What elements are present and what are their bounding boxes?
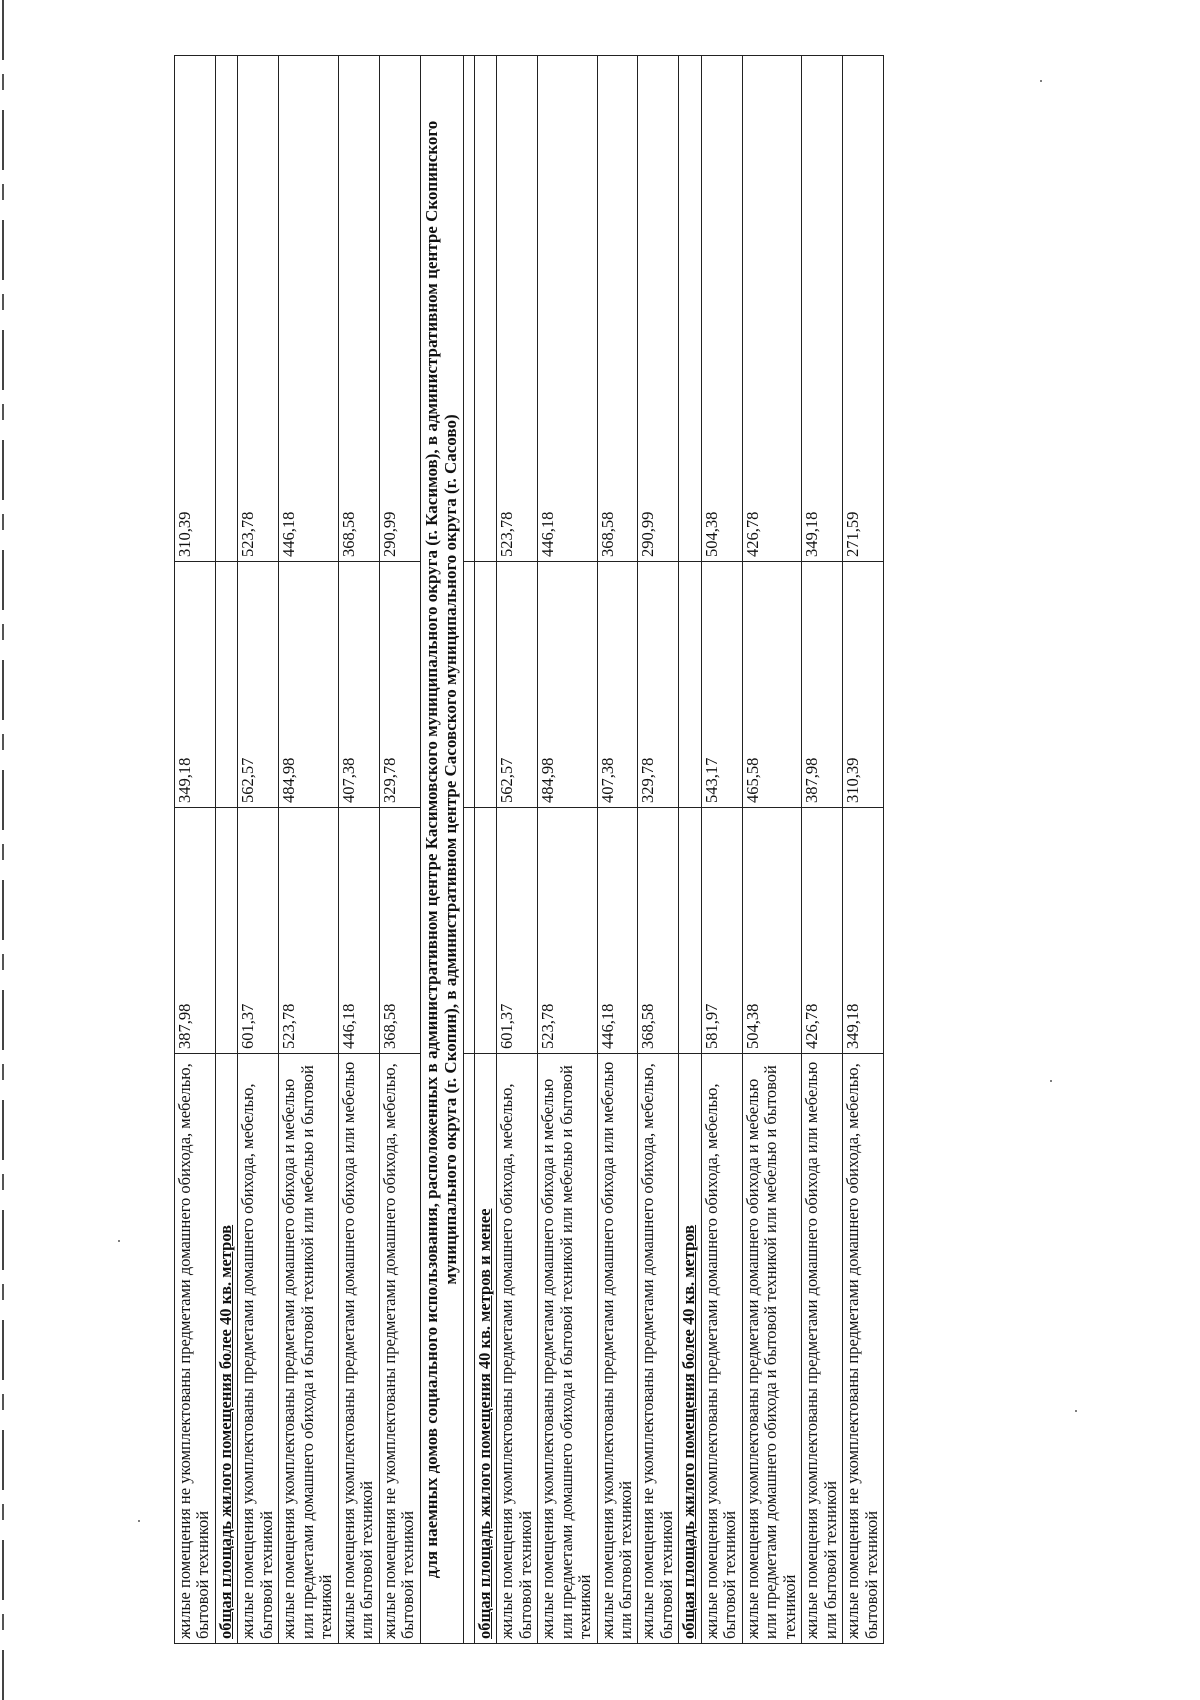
area-category-label: общая площадь жилого помещения более 40 кв. метров bbox=[215, 1054, 237, 1644]
spacer-cell bbox=[463, 56, 474, 562]
spacer-cell bbox=[463, 808, 474, 1054]
table-row bbox=[597, 56, 638, 1644]
rate-value-1 bbox=[474, 808, 496, 1054]
furnishing-label: жилые помещения не укомплектованы предметами домашнего обихода, мебелью, бытовой техникой bbox=[843, 1054, 884, 1644]
furnishing-label: жилые помещения укомплектованы предметами домашнего обихода и мебелью или предметами домашнего обихода и бытовой техникой или мебелью и бытовой техникой bbox=[279, 1054, 338, 1644]
area-category-label: общая площадь жилого помещения 40 кв. метров и менее bbox=[474, 1054, 496, 1644]
rate-value-1: 581,97 bbox=[701, 808, 742, 1054]
rate-value-2: 543,17 bbox=[701, 562, 742, 808]
rate-value-3: 523,78 bbox=[238, 56, 279, 562]
rate-value-2: 329,78 bbox=[379, 562, 420, 808]
rate-value-3: 504,38 bbox=[701, 56, 742, 562]
table-row bbox=[802, 56, 843, 1644]
rate-value-3: 446,18 bbox=[279, 56, 338, 562]
rate-value-3 bbox=[679, 56, 701, 562]
rate-value-2: 349,18 bbox=[175, 562, 216, 808]
table-row bbox=[742, 56, 801, 1644]
rate-value-1 bbox=[215, 808, 237, 1054]
furnishing-label: жилые помещения не укомплектованы предметами домашнего обихода, мебелью, бытовой техникой bbox=[638, 1054, 679, 1644]
rate-value-1: 387,98 bbox=[175, 808, 216, 1054]
furnishing-label: жилые помещения укомплектованы предметами домашнего обихода и мебелью или предметами домашнего обихода и бытовой техникой или мебелью и бытовой техникой bbox=[742, 1054, 801, 1644]
section-title-row bbox=[420, 56, 463, 1644]
furnishing-label: жилые помещения не укомплектованы предметами домашнего обихода, мебелью, бытовой техникой bbox=[379, 1054, 420, 1644]
rate-value-3: 523,78 bbox=[497, 56, 538, 562]
table-row bbox=[379, 56, 420, 1644]
rate-value-2 bbox=[679, 562, 701, 808]
rate-value-1: 523,78 bbox=[279, 808, 338, 1054]
spacer-cell bbox=[463, 1054, 474, 1644]
rate-value-1: 426,78 bbox=[802, 808, 843, 1054]
rate-value-3 bbox=[215, 56, 237, 562]
rate-value-2: 562,57 bbox=[497, 562, 538, 808]
rate-table bbox=[174, 55, 884, 1644]
rate-value-2: 562,57 bbox=[238, 562, 279, 808]
rate-value-1: 601,37 bbox=[497, 808, 538, 1054]
rate-value-2 bbox=[474, 562, 496, 808]
area-category-row bbox=[474, 56, 496, 1644]
rate-value-3 bbox=[474, 56, 496, 562]
furnishing-label: жилые помещения укомплектованы предметами домашнего обихода или мебелью или бытовой техникой bbox=[338, 1054, 379, 1644]
table-row bbox=[279, 56, 338, 1644]
furnishing-label: жилые помещения не укомплектованы предметами домашнего обихода, мебелью, бытовой техникой bbox=[175, 1054, 216, 1644]
rate-value-2: 310,39 bbox=[843, 562, 884, 808]
rate-value-2: 465,58 bbox=[742, 562, 801, 808]
rate-value-2: 484,98 bbox=[538, 562, 597, 808]
rate-value-3: 446,18 bbox=[538, 56, 597, 562]
table-row bbox=[843, 56, 884, 1644]
scan-edge-line bbox=[2, 0, 4, 1700]
furnishing-label: жилые помещения укомплектованы предметами домашнего обихода и мебелью или предметами домашнего обихода и бытовой техникой или мебелью и бытовой техникой bbox=[538, 1054, 597, 1644]
spacer-cell bbox=[463, 562, 474, 808]
rate-value-1: 523,78 bbox=[538, 808, 597, 1054]
area-category-row bbox=[679, 56, 701, 1644]
table-row bbox=[497, 56, 538, 1644]
table-row bbox=[638, 56, 679, 1644]
table-row bbox=[338, 56, 379, 1644]
rate-value-2: 484,98 bbox=[279, 562, 338, 808]
rate-value-2 bbox=[215, 562, 237, 808]
rate-value-3: 290,99 bbox=[379, 56, 420, 562]
rate-value-3: 349,18 bbox=[802, 56, 843, 562]
area-category-row bbox=[215, 56, 237, 1644]
furnishing-label: жилые помещения укомплектованы предметами домашнего обихода или мебелью или бытовой техникой bbox=[802, 1054, 843, 1644]
rate-value-1 bbox=[679, 808, 701, 1054]
scan-speck bbox=[118, 1240, 120, 1242]
rate-value-3: 426,78 bbox=[742, 56, 801, 562]
table-row bbox=[701, 56, 742, 1644]
rate-value-3: 368,58 bbox=[597, 56, 638, 562]
section-title: для наемных домов социального использования, расположенных в административном центре Касимовского муниципального округа (г. Касимов), в административном центре Скопинского муниципального округа (г. Скопин), в административном центре Сасовского муниципального округа (г. Сасово) bbox=[420, 56, 463, 1644]
rate-value-3: 368,58 bbox=[338, 56, 379, 562]
table-row bbox=[175, 56, 216, 1644]
rate-value-2: 407,38 bbox=[338, 562, 379, 808]
rate-value-1: 504,38 bbox=[742, 808, 801, 1054]
area-category-label: общая площадь жилого помещения более 40 кв. метров bbox=[679, 1054, 701, 1644]
rate-value-1: 368,58 bbox=[379, 808, 420, 1054]
table-row bbox=[538, 56, 597, 1644]
rate-value-3: 290,99 bbox=[638, 56, 679, 562]
rate-value-2: 329,78 bbox=[638, 562, 679, 808]
rate-value-1: 368,58 bbox=[638, 808, 679, 1054]
furnishing-label: жилые помещения укомплектованы предметами домашнего обихода, мебелью, бытовой техникой bbox=[497, 1054, 538, 1644]
rate-value-3: 271,59 bbox=[843, 56, 884, 562]
spacer-row bbox=[463, 56, 474, 1644]
rate-value-1: 446,18 bbox=[597, 808, 638, 1054]
scan-speck bbox=[138, 1520, 140, 1522]
rate-value-2: 387,98 bbox=[802, 562, 843, 808]
rate-value-1: 601,37 bbox=[238, 808, 279, 1054]
table-row bbox=[238, 56, 279, 1644]
rotated-document-page bbox=[174, 56, 1086, 1644]
furnishing-label: жилые помещения укомплектованы предметами домашнего обихода или мебелью или бытовой техникой bbox=[597, 1054, 638, 1644]
furnishing-label: жилые помещения укомплектованы предметами домашнего обихода, мебелью, бытовой техникой bbox=[701, 1054, 742, 1644]
rate-value-2: 407,38 bbox=[597, 562, 638, 808]
rate-value-1: 446,18 bbox=[338, 808, 379, 1054]
furnishing-label: жилые помещения укомплектованы предметами домашнего обихода, мебелью, бытовой техникой bbox=[238, 1054, 279, 1644]
rate-value-1: 349,18 bbox=[843, 808, 884, 1054]
rate-value-3: 310,39 bbox=[175, 56, 216, 562]
